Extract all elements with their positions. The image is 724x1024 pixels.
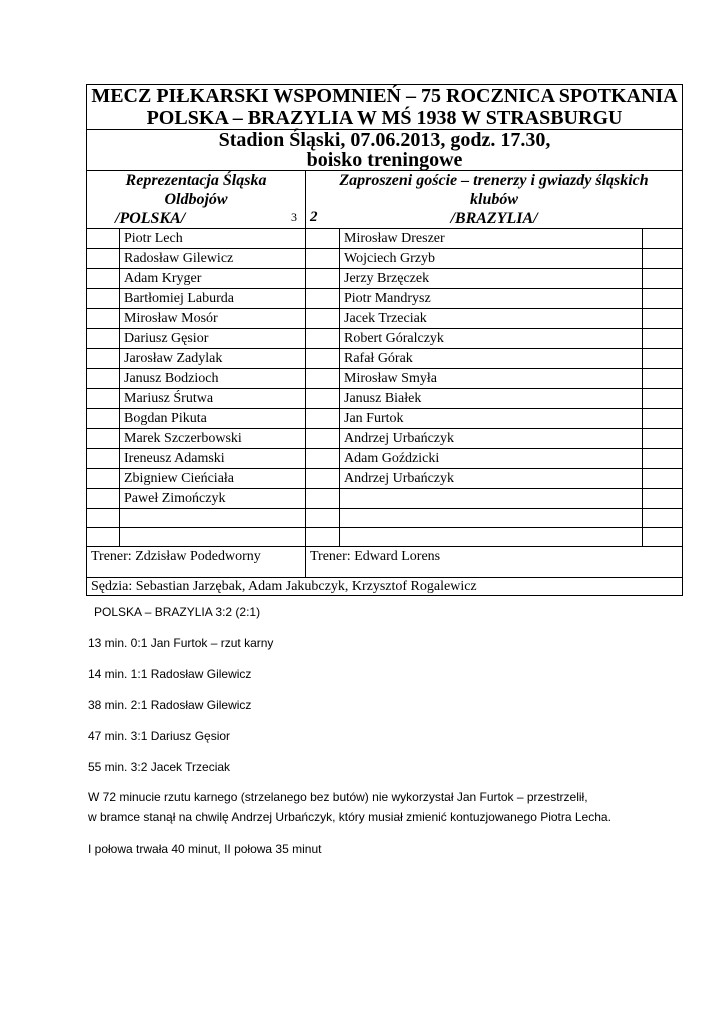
player-row <box>87 409 683 429</box>
extra-cell <box>643 409 683 429</box>
goal-line: 13 min. 0:1 Jan Furtok – rzut karny <box>88 636 274 650</box>
team-left-line-3: /POLSKA/ <box>115 210 186 227</box>
player-brazylia: Robert Góralczyk <box>340 329 643 349</box>
row-number-cell <box>306 229 340 249</box>
venue-cell <box>87 130 683 171</box>
extra-cell <box>643 229 683 249</box>
player-brazylia: Jacek Trzeciak <box>340 309 643 329</box>
empty-row <box>87 528 683 547</box>
goal-line: 38 min. 2:1 Radosław Gilewicz <box>88 698 252 712</box>
player-row <box>87 229 683 249</box>
row-number-cell <box>87 269 120 289</box>
player-polska: Mirosław Mosór <box>120 309 306 329</box>
player-polska: Ireneusz Adamski <box>120 449 306 469</box>
row-number-cell <box>306 469 340 489</box>
row-number-cell <box>87 389 120 409</box>
team-right-line-2: klubów <box>470 191 519 208</box>
row-number-cell <box>306 309 340 329</box>
row-number-cell <box>87 449 120 469</box>
venue-line-1: Stadion Śląski, 07.06.2013, godz. 17.30, <box>218 129 551 151</box>
extra-cell <box>643 309 683 329</box>
team-left-score: 3 <box>291 210 297 224</box>
row-number-cell <box>87 309 120 329</box>
player-row <box>87 289 683 309</box>
penalty-note-line-1: W 72 minucie rzutu karnego (strzelanego bez butów) nie wykorzystał Jan Furtok – przestrzelił, <box>88 790 588 804</box>
team-right-line-3: /BRAZYLIA/ <box>450 210 538 227</box>
coach-left: Trener: Zdzisław Podedworny <box>87 547 306 578</box>
player-brazylia: Jan Furtok <box>340 409 643 429</box>
player-row <box>87 249 683 269</box>
player-brazylia: Mirosław Smyła <box>340 369 643 389</box>
extra-cell <box>643 469 683 489</box>
player-row <box>87 309 683 329</box>
row-number-cell <box>306 349 340 369</box>
row-number-cell <box>87 329 120 349</box>
player-polska: Piotr Lech <box>120 229 306 249</box>
penalty-note-line-2: w bramce stanął na chwilę Andrzej Urbańczyk, który musiał zmienić kontuzjowanego Piotra Lecha. <box>88 810 611 824</box>
venue-line-2: boisko treningowe <box>306 149 463 171</box>
player-brazylia: Andrzej Urbańczyk <box>340 429 643 449</box>
row-number-cell <box>87 409 120 429</box>
match-title <box>87 85 683 130</box>
player-row <box>87 489 683 509</box>
referees: Sędzia: Sebastian Jarzębak, Adam Jakubczyk, Krzysztof Rogalewicz <box>87 578 683 596</box>
player-polska: Mariusz Śrutwa <box>120 389 306 409</box>
player-row <box>87 269 683 289</box>
goal-line: 47 min. 3:1 Dariusz Gęsior <box>88 729 231 743</box>
player-polska: Zbigniew Cieńciała <box>120 469 306 489</box>
title-line-1: MECZ PIŁKARSKI WSPOMNIEŃ – 75 ROCZNICA SPOTKANIA <box>91 85 678 107</box>
players-list <box>87 229 683 509</box>
extra-cell <box>643 329 683 349</box>
extra-cell <box>643 249 683 269</box>
player-polska: Jarosław Zadylak <box>120 349 306 369</box>
row-number-cell <box>87 429 120 449</box>
row-number-cell <box>87 469 120 489</box>
row-number-cell <box>87 229 120 249</box>
player-row <box>87 349 683 369</box>
row-number-cell <box>306 269 340 289</box>
player-brazylia: Wojciech Grzyb <box>340 249 643 269</box>
match-result: POLSKA – BRAZYLIA 3:2 (2:1) <box>94 605 261 619</box>
player-row <box>87 429 683 449</box>
player-polska: Dariusz Gęsior <box>120 329 306 349</box>
row-number-cell <box>306 409 340 429</box>
player-brazylia: Janusz Białek <box>340 389 643 409</box>
extra-cell <box>643 489 683 509</box>
player-polska: Radosław Gilewicz <box>120 249 306 269</box>
player-brazylia: Piotr Mandrysz <box>340 289 643 309</box>
team-header-brazylia <box>306 171 683 229</box>
extra-cell <box>643 369 683 389</box>
player-brazylia <box>340 489 643 509</box>
row-number-cell <box>306 489 340 509</box>
row-number-cell <box>87 349 120 369</box>
player-row <box>87 449 683 469</box>
player-brazylia: Andrzej Urbańczyk <box>340 469 643 489</box>
player-row <box>87 389 683 409</box>
row-number-cell <box>87 369 120 389</box>
empty-row <box>87 509 683 528</box>
title-line-2: POLSKA – BRAZYLIA W MŚ 1938 W STRASBURGU <box>146 107 623 129</box>
row-number-cell <box>306 449 340 469</box>
team-right-score: 2 <box>310 209 318 225</box>
extra-cell <box>643 389 683 409</box>
halves-note: I połowa trwała 40 minut, II połowa 35 minut <box>88 842 322 856</box>
team-left-line-1: Reprezentacja Śląska <box>125 172 267 189</box>
player-polska: Marek Szczerbowski <box>120 429 306 449</box>
extra-cell <box>643 289 683 309</box>
coach-right: Trener: Edward Lorens <box>306 547 683 578</box>
player-polska: Bogdan Pikuta <box>120 409 306 429</box>
player-brazylia: Jerzy Brzęczek <box>340 269 643 289</box>
extra-cell <box>643 449 683 469</box>
team-right-line-1: Zaproszeni goście – trenerzy i gwiazdy śląskich <box>339 172 649 189</box>
player-polska: Adam Kryger <box>120 269 306 289</box>
player-brazylia: Mirosław Dreszer <box>340 229 643 249</box>
row-number-cell <box>87 289 120 309</box>
row-number-cell <box>306 429 340 449</box>
player-row <box>87 369 683 389</box>
row-number-cell <box>306 249 340 269</box>
player-brazylia: Rafał Górak <box>340 349 643 369</box>
row-number-cell <box>306 369 340 389</box>
player-polska: Janusz Bodzioch <box>120 369 306 389</box>
extra-cell <box>643 349 683 369</box>
team-header-polska <box>87 171 306 229</box>
player-row <box>87 469 683 489</box>
team-left-line-2: Oldbojów <box>164 191 228 208</box>
row-number-cell <box>306 389 340 409</box>
goal-line: 14 min. 1:1 Radosław Gilewicz <box>88 667 252 681</box>
row-number-cell <box>87 489 120 509</box>
goal-line: 55 min. 3:2 Jacek Trzeciak <box>88 760 231 774</box>
match-table <box>86 84 683 596</box>
player-brazylia: Adam Goździcki <box>340 449 643 469</box>
row-number-cell <box>87 249 120 269</box>
row-number-cell <box>306 329 340 349</box>
player-polska: Bartłomiej Laburda <box>120 289 306 309</box>
player-row <box>87 329 683 349</box>
extra-cell <box>643 429 683 449</box>
row-number-cell <box>306 289 340 309</box>
player-polska: Paweł Zimończyk <box>120 489 306 509</box>
extra-cell <box>643 269 683 289</box>
